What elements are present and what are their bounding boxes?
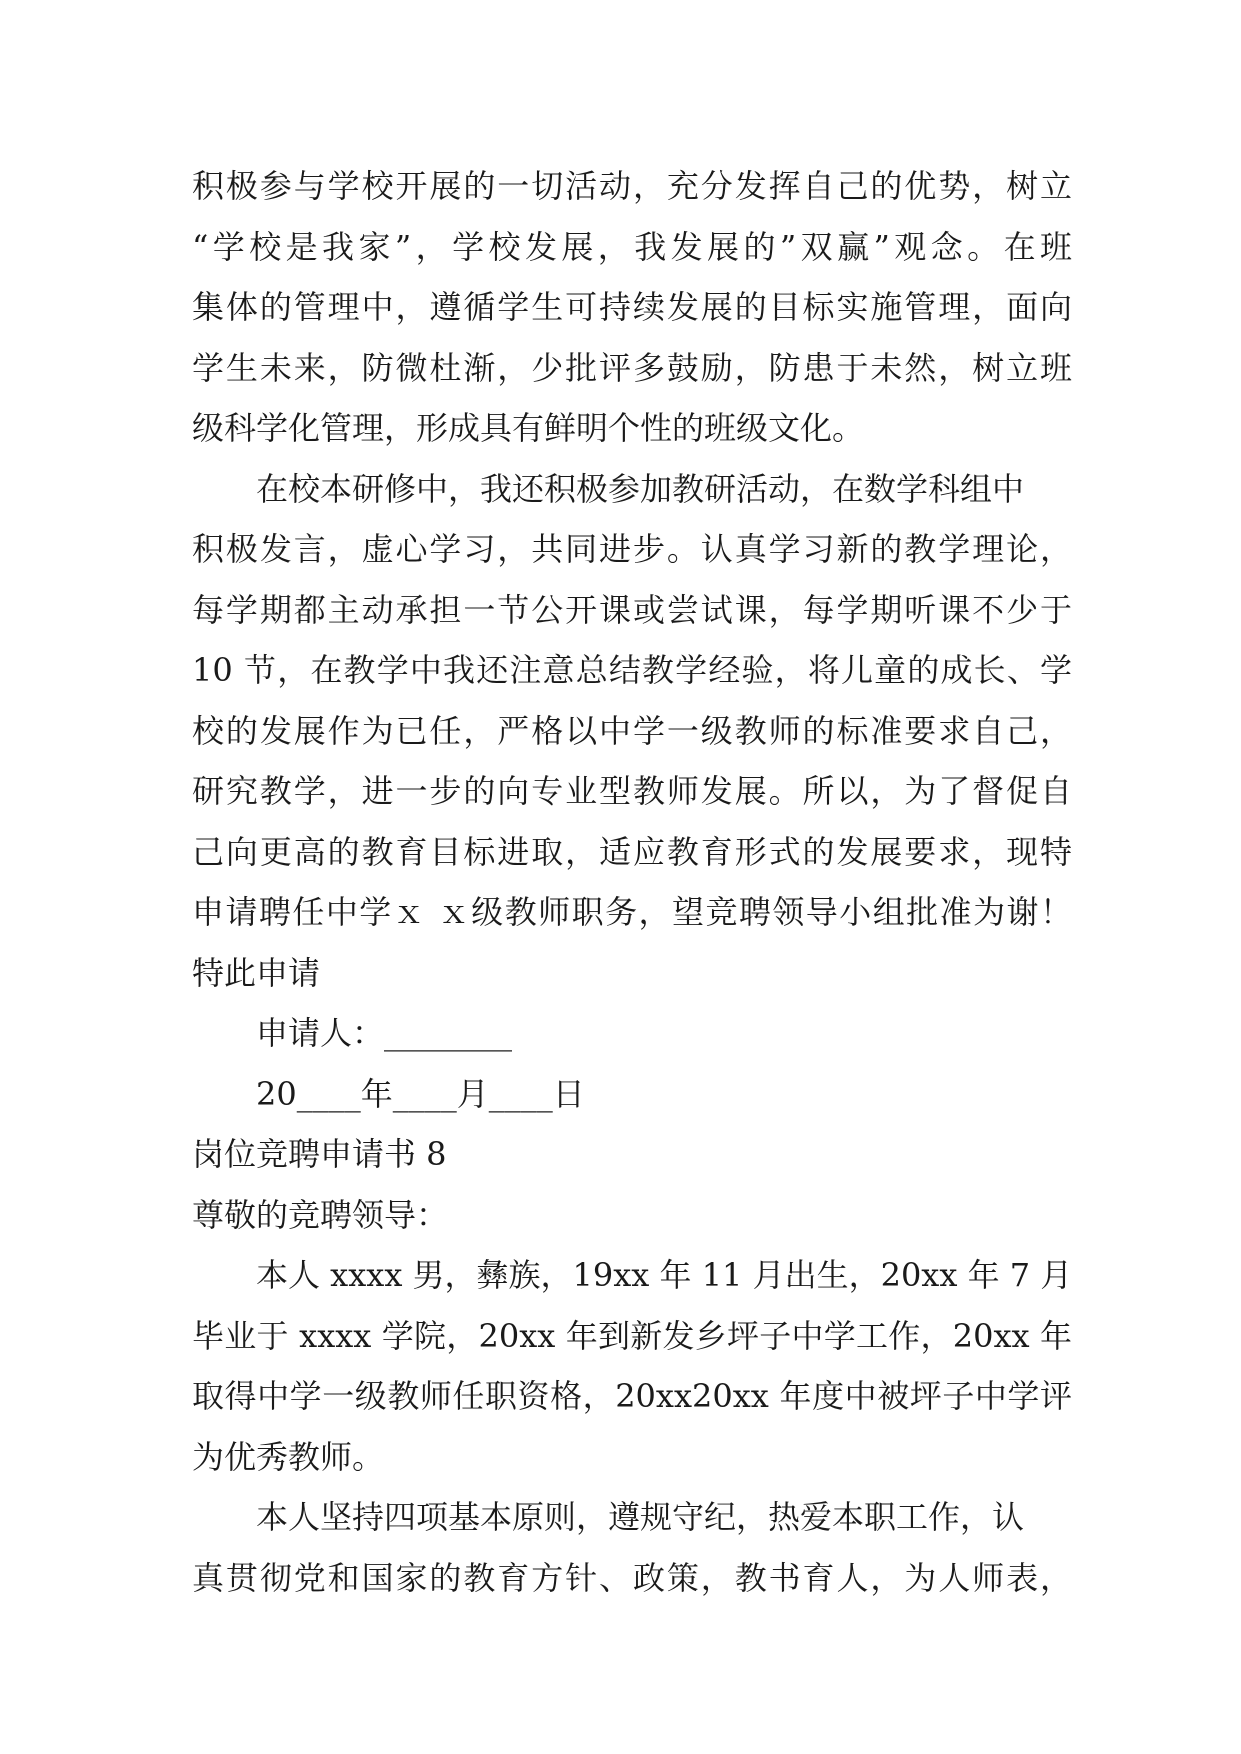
text-line: 为优秀教师。 [192, 1437, 385, 1476]
text-line: 研究教学，进一步的向专业型教师发展。所以，为了督促自 [192, 772, 1072, 810]
section-title: 岗位竞聘申请书 8 [192, 1135, 447, 1173]
text-line: 在校本研修中，我还积极参加教研活动，在数学科组中 [256, 469, 1025, 508]
text-line: 每学期都主动承担一节公开课或尝试课，每学期听课不少于 [192, 590, 1072, 629]
text-line: 校的发展作为已任，严格以中学一级教师的标准要求自己， [192, 711, 1072, 750]
text-line: 10 节，在教学中我还注意总结教学经验，将儿童的成长、学 [192, 651, 1072, 689]
salutation: 尊敬的竞聘领导： [192, 1195, 449, 1234]
paragraph-4 [192, 1487, 1072, 1608]
text-line: 取得中学一级教师任职资格，20xx20xx 年度中被坪子中学评 [192, 1377, 1072, 1415]
document-body [192, 156, 1072, 1608]
text-line: 本人 xxxx 男，彝族，19xx 年 11 月出生，20xx 年 7 月 [256, 1256, 1073, 1294]
text-line: 己向更高的教育目标进取，适应教育形式的发展要求，现特 [192, 832, 1072, 871]
text-line: 真贯彻党和国家的教育方针、政策，教书育人，为人师表， [192, 1558, 1072, 1597]
paragraph-2 [192, 459, 1072, 943]
text-line: 本人坚持四项基本原则，遵规守纪，热爱本职工作，认 [256, 1498, 1025, 1536]
date-line: 20____年____月____日 [256, 1074, 585, 1113]
paragraph-1 [192, 156, 1072, 459]
text-line: 级科学化管理，形成具有鲜明个性的班级文化。 [192, 409, 865, 447]
paragraph-3 [192, 1245, 1072, 1487]
text-line: 申请聘任中学ｘ ｘ级教师职务，望竞聘领导小组批准为谢！ [192, 893, 1072, 931]
text-line: 毕业于 xxxx 学院，20xx 年到新发乡坪子中学工作，20xx 年 [192, 1316, 1072, 1355]
text-line: 学生未来，防微杜渐，少批评多鼓励，防患于未然，树立班 [192, 348, 1072, 387]
text-line: 集体的管理中，遵循学生可持续发展的目标实施管理，面向 [192, 288, 1072, 326]
text-line: 积极参与学校开展的一切活动，充分发挥自己的优势，树立 [192, 167, 1072, 205]
closing-text: 特此申请 [192, 953, 321, 992]
text-line: 积极发言，虚心学习，共同进步。认真学习新的教学理论， [192, 530, 1072, 568]
text-line: “学校是我家”，学校发展，我发展的”双赢”观念。在班 [192, 227, 1072, 266]
applicant-line: 申请人：________ [256, 1014, 513, 1052]
